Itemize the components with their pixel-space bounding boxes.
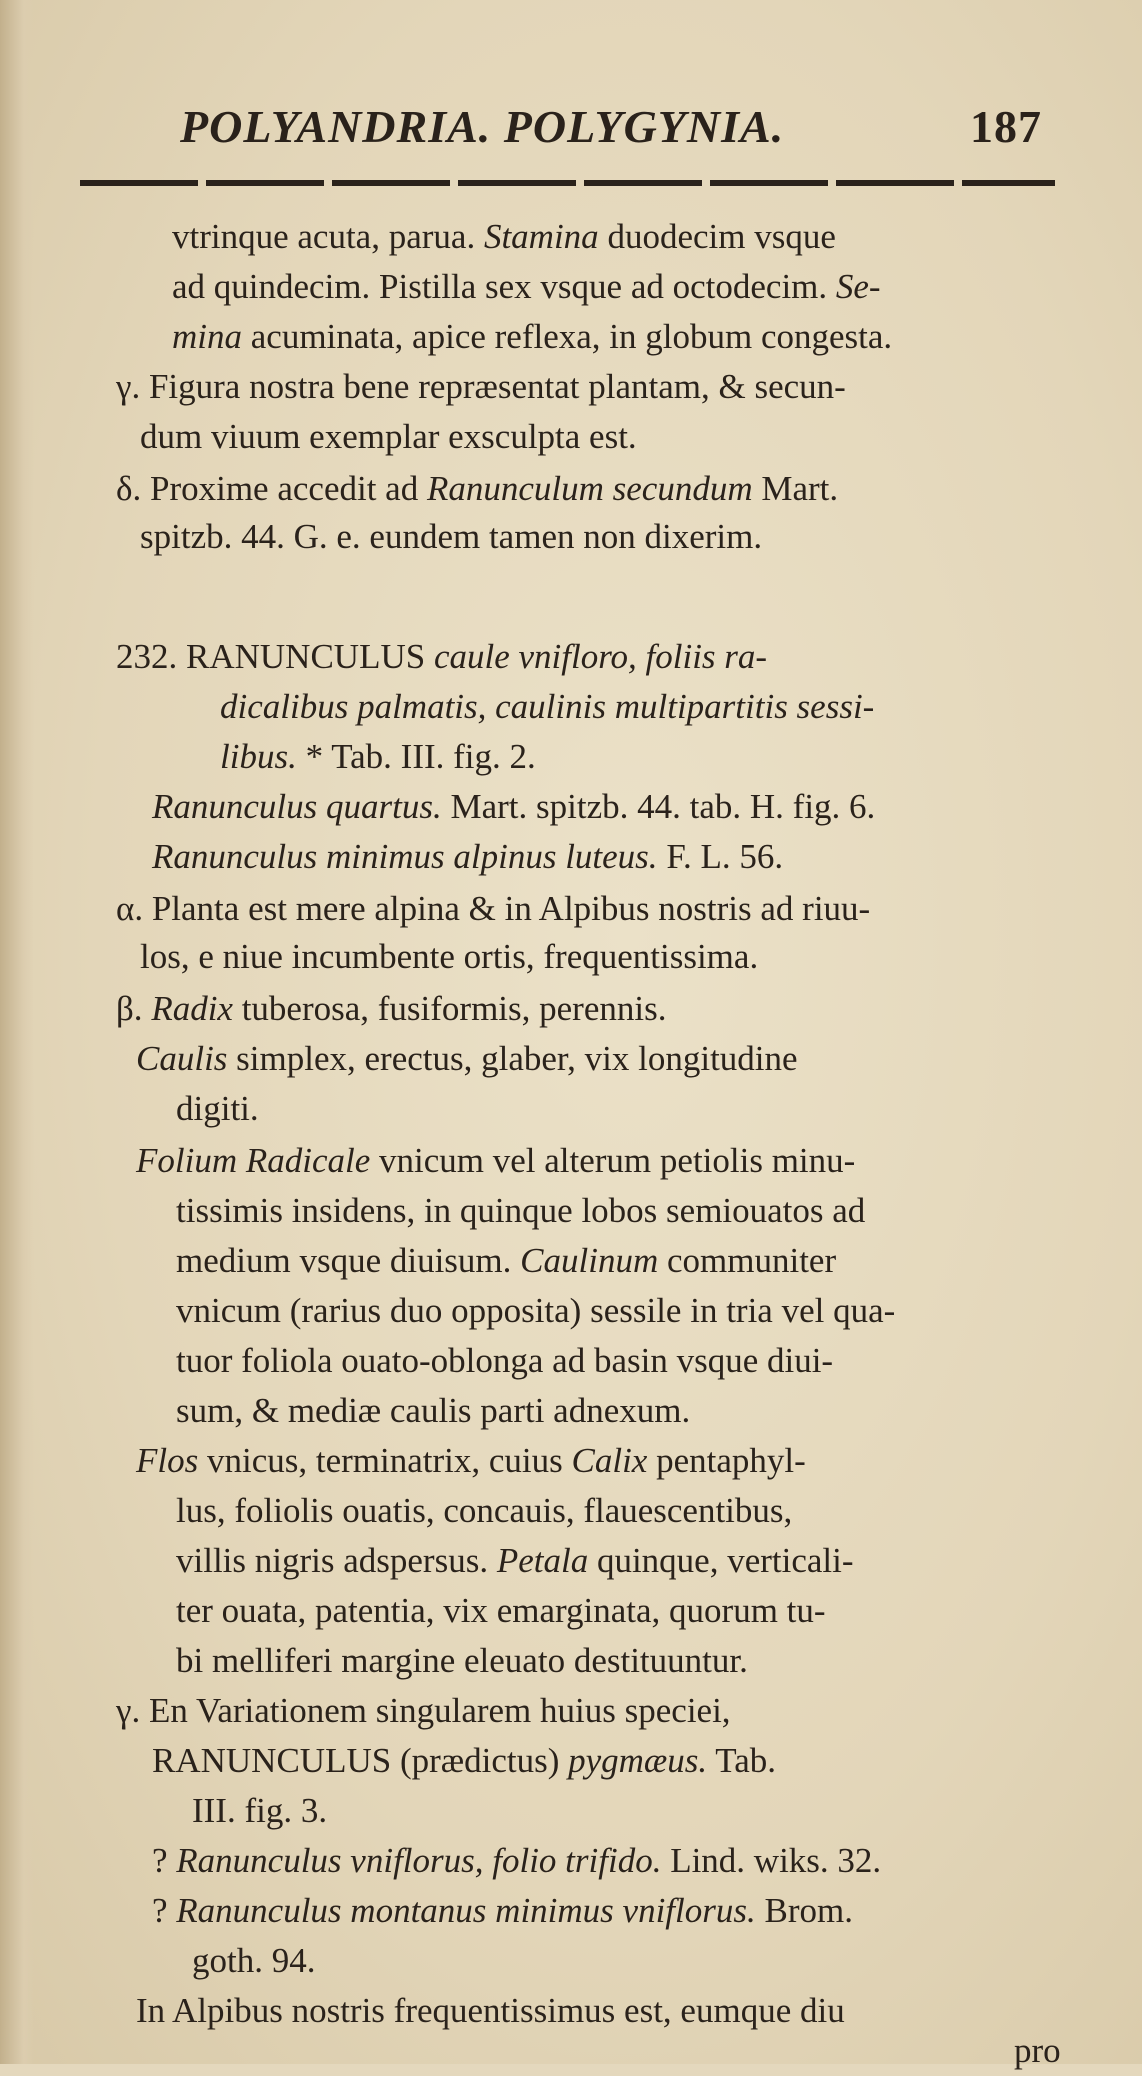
- italic-text-segment: Calix: [571, 1441, 648, 1480]
- text-segment: γ. Figura nostra bene repræsentat plantam, & secun-: [116, 367, 846, 406]
- text-segment: RANUNCULUS (prædictus): [152, 1741, 569, 1780]
- text-line: [176, 1084, 259, 1134]
- text-segment: goth. 94.: [192, 1941, 316, 1980]
- text-line: [152, 832, 783, 882]
- running-title: POLYANDRIA. POLYGYNIA.: [180, 101, 785, 152]
- text-line: [176, 1336, 833, 1386]
- text-segment: Brom.: [755, 1891, 853, 1930]
- italic-text-segment: caule vnifloro, foliis ra-: [433, 637, 768, 676]
- italic-text-segment: Se-: [835, 267, 881, 306]
- text-line: [116, 464, 838, 514]
- text-line: [152, 1886, 853, 1936]
- text-segment: quinque, verticali-: [588, 1541, 854, 1580]
- text-line: [176, 1186, 865, 1236]
- text-segment: vnicus, terminatrix, cuius: [198, 1441, 572, 1480]
- italic-text-segment: Caulinum: [520, 1241, 659, 1280]
- italic-text-segment: Ranunculus quartus.: [152, 787, 442, 826]
- text-line: [172, 312, 892, 362]
- text-segment: vnicum (rarius duo opposita) sessile in tria vel qua-: [176, 1291, 896, 1330]
- page-gutter-shadow: [0, 0, 34, 2064]
- text-line: [116, 632, 767, 682]
- text-segment: Mart. spitzb. 44. tab. H. fig. 6.: [441, 787, 876, 826]
- text-line: [136, 1986, 845, 2036]
- text-line: [176, 1636, 748, 1686]
- text-line: [176, 1586, 826, 1636]
- text-line: [176, 1536, 854, 1586]
- text-segment: tuberosa, fusiformis, perennis.: [232, 989, 667, 1028]
- text-line: [140, 932, 758, 982]
- italic-text-segment: Stamina: [483, 217, 599, 256]
- text-segment: F. L. 56.: [657, 837, 784, 876]
- italic-text-segment: pygmæus.: [568, 1741, 708, 1780]
- italic-text-segment: Flos: [136, 1441, 199, 1480]
- text-line: [152, 1736, 776, 1786]
- text-segment: bi melliferi margine eleuato destituuntur.: [176, 1641, 748, 1680]
- italic-text-segment: Radix: [151, 989, 233, 1028]
- text-segment: ?: [152, 1841, 177, 1880]
- italic-text-segment: Ranunculum secundum: [426, 469, 753, 508]
- text-line: [192, 1936, 315, 1986]
- italic-text-segment: dicalibus palmatis, caulinis multipartitis sessi-: [220, 687, 875, 726]
- text-segment: γ. En Variationem singularem huius speciei,: [116, 1691, 731, 1730]
- text-segment: lus, foliolis ouatis, concauis, flauescentibus,: [176, 1491, 793, 1530]
- text-segment: α. Planta est mere alpina & in Alpibus nostris ad riuu-: [116, 889, 871, 928]
- catchword: [1014, 2026, 1061, 2076]
- text-line: [176, 1486, 792, 1536]
- text-segment: tissimis insidens, in quinque lobos semiouatos ad: [176, 1191, 866, 1230]
- text-line: [220, 682, 874, 732]
- text-line: [136, 1136, 855, 1186]
- running-header: [180, 100, 1060, 160]
- text-segment: In Alpibus nostris frequentissimus est, eumque diu: [136, 1991, 845, 2030]
- header-rule: [80, 180, 1055, 186]
- text-line: [172, 212, 836, 262]
- text-line: [176, 1286, 895, 1336]
- text-line: [116, 884, 870, 934]
- text-segment: sum, & mediæ caulis parti adnexum.: [176, 1391, 691, 1430]
- text-segment: tuor foliola ouato-oblonga ad basin vsque diui-: [176, 1341, 834, 1380]
- text-segment: ter ouata, patentia, vix emarginata, quorum tu-: [176, 1591, 826, 1630]
- text-line: [116, 362, 846, 412]
- text-line: [116, 1686, 731, 1736]
- text-segment: β.: [116, 989, 152, 1028]
- text-line: [176, 1386, 690, 1436]
- text-segment: spitzb. 44. G. e. eundem tamen non dixerim.: [140, 517, 763, 556]
- text-segment: Lind. wiks. 32.: [661, 1841, 882, 1880]
- text-line: [192, 1786, 327, 1836]
- italic-text-segment: Petala: [496, 1541, 589, 1580]
- italic-text-segment: Folium Radicale: [136, 1141, 371, 1180]
- text-segment: III. fig. 3.: [192, 1791, 328, 1830]
- page-number: 187: [970, 101, 1042, 152]
- text-segment: pro: [1014, 2031, 1061, 2070]
- text-segment: * Tab. III. fig. 2.: [296, 737, 536, 776]
- text-line: [220, 732, 536, 782]
- text-segment: duodecim vsque: [598, 217, 836, 256]
- text-segment: simplex, erectus, glaber, vix longitudine: [227, 1039, 798, 1078]
- italic-text-segment: Caulis: [136, 1039, 228, 1078]
- text-segment: δ. Proxime accedit ad: [116, 469, 427, 508]
- text-segment: villis nigris adspersus.: [176, 1541, 497, 1580]
- text-line: [152, 782, 875, 832]
- text-line: [136, 1034, 798, 1084]
- text-segment: ?: [152, 1891, 177, 1930]
- italic-text-segment: libus.: [220, 737, 297, 776]
- text-segment: ad quindecim. Pistilla sex vsque ad octodecim.: [172, 267, 836, 306]
- text-segment: dum viuum exemplar exsculpta est.: [140, 417, 637, 456]
- text-line: [172, 262, 881, 312]
- text-line: [116, 984, 666, 1034]
- text-segment: Tab.: [707, 1741, 776, 1780]
- italic-text-segment: Ranunculus vniflorus, folio trifido.: [176, 1841, 662, 1880]
- italic-text-segment: Ranunculus minimus alpinus luteus.: [152, 837, 658, 876]
- text-segment: vtrinque acuta, parua.: [172, 217, 484, 256]
- text-segment: digiti.: [176, 1089, 259, 1128]
- italic-text-segment: Ranunculus montanus minimus vniflorus.: [176, 1891, 756, 1930]
- text-segment: 232. RANUNCULUS: [116, 637, 434, 676]
- text-line: [136, 1436, 806, 1486]
- text-segment: acuminata, apice reflexa, in globum congesta.: [242, 317, 893, 356]
- text-segment: Mart.: [752, 469, 839, 508]
- text-line: [140, 412, 637, 462]
- text-segment: pentaphyl-: [647, 1441, 806, 1480]
- text-line: [176, 1236, 836, 1286]
- text-segment: los, e niue incumbente ortis, frequentissima.: [140, 937, 759, 976]
- text-line: [140, 512, 762, 562]
- text-segment: vnicum vel alterum petiolis minu-: [370, 1141, 856, 1180]
- text-segment: medium vsque diuisum.: [176, 1241, 521, 1280]
- text-line: [152, 1836, 881, 1886]
- italic-text-segment: mina: [172, 317, 242, 356]
- text-segment: communiter: [658, 1241, 837, 1280]
